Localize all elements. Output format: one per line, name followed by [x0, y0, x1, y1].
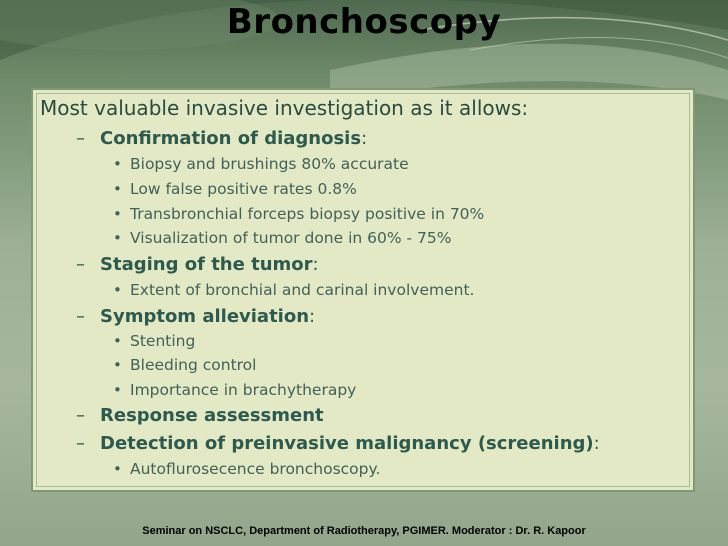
item-symptom-alleviation: [76, 306, 315, 327]
item-heading: Confirmation of diagnosis: [100, 128, 362, 149]
bullet-item: [113, 332, 195, 350]
item-heading: Detection of preinvasive malignancy (screening): [100, 433, 594, 454]
item-suffix: :: [593, 433, 600, 454]
bullet-marker: •: [113, 332, 122, 350]
bullet-item: [113, 281, 474, 299]
bullet-text: Importance in brachytherapy: [130, 381, 357, 399]
item-heading: Symptom alleviation: [100, 306, 310, 327]
bullet-text: Low false positive rates 0.8%: [130, 180, 357, 198]
bullet-text: Visualization of tumor done in 60% - 75%: [130, 229, 452, 247]
bullet-marker: •: [113, 356, 122, 374]
bullet-text: Extent of bronchial and carinal involvement.: [130, 281, 475, 299]
bullet-text: Transbronchial forceps biopsy positive in 70%: [130, 205, 485, 223]
dash-marker: –: [76, 306, 85, 327]
slide-title: Bronchoscopy: [226, 2, 502, 42]
bullet-item: [113, 155, 409, 173]
item-staging-of-the-tumor: [76, 254, 319, 275]
item-suffix: :: [361, 128, 368, 149]
bullet-marker: •: [113, 180, 122, 198]
item-suffix: :: [309, 306, 316, 327]
bullet-marker: •: [113, 381, 122, 399]
bullet-marker: •: [113, 205, 122, 223]
bullet-marker: •: [113, 155, 122, 173]
bullet-marker: •: [113, 281, 122, 299]
bullet-marker: •: [113, 460, 122, 478]
bullet-item: [113, 356, 256, 374]
bullet-marker: •: [113, 229, 122, 247]
bullet-text: Stenting: [130, 332, 196, 350]
intro-text: Most valuable invasive investigation as it allows:: [40, 96, 529, 120]
item-confirmation-of-diagnosis: [76, 128, 367, 149]
item-suffix: :: [312, 254, 319, 275]
dash-marker: –: [76, 128, 85, 149]
bullet-item: [113, 460, 380, 478]
item-heading: Response assessment: [100, 405, 324, 426]
item-heading: Staging of the tumor: [100, 254, 313, 275]
bullet-text: Autoflurosecence bronchoscopy.: [130, 460, 381, 478]
bullet-item: [113, 180, 357, 198]
bullet-item: [113, 205, 484, 223]
bullet-item: [113, 229, 452, 247]
dash-marker: –: [76, 433, 85, 454]
bullet-text: Biopsy and brushings 80% accurate: [130, 155, 409, 173]
dash-marker: –: [76, 254, 85, 275]
slide-footer: Seminar on NSCLC, Department of Radiotherapy, PGIMER. Moderator : Dr. R. Kapoor: [142, 525, 586, 537]
bullet-text: Bleeding control: [130, 356, 257, 374]
bullet-item: [113, 381, 356, 399]
item-detection-of-preinvasive-malignancy: [76, 433, 600, 454]
dash-marker: –: [76, 405, 85, 426]
item-response-assessment: [76, 405, 324, 426]
